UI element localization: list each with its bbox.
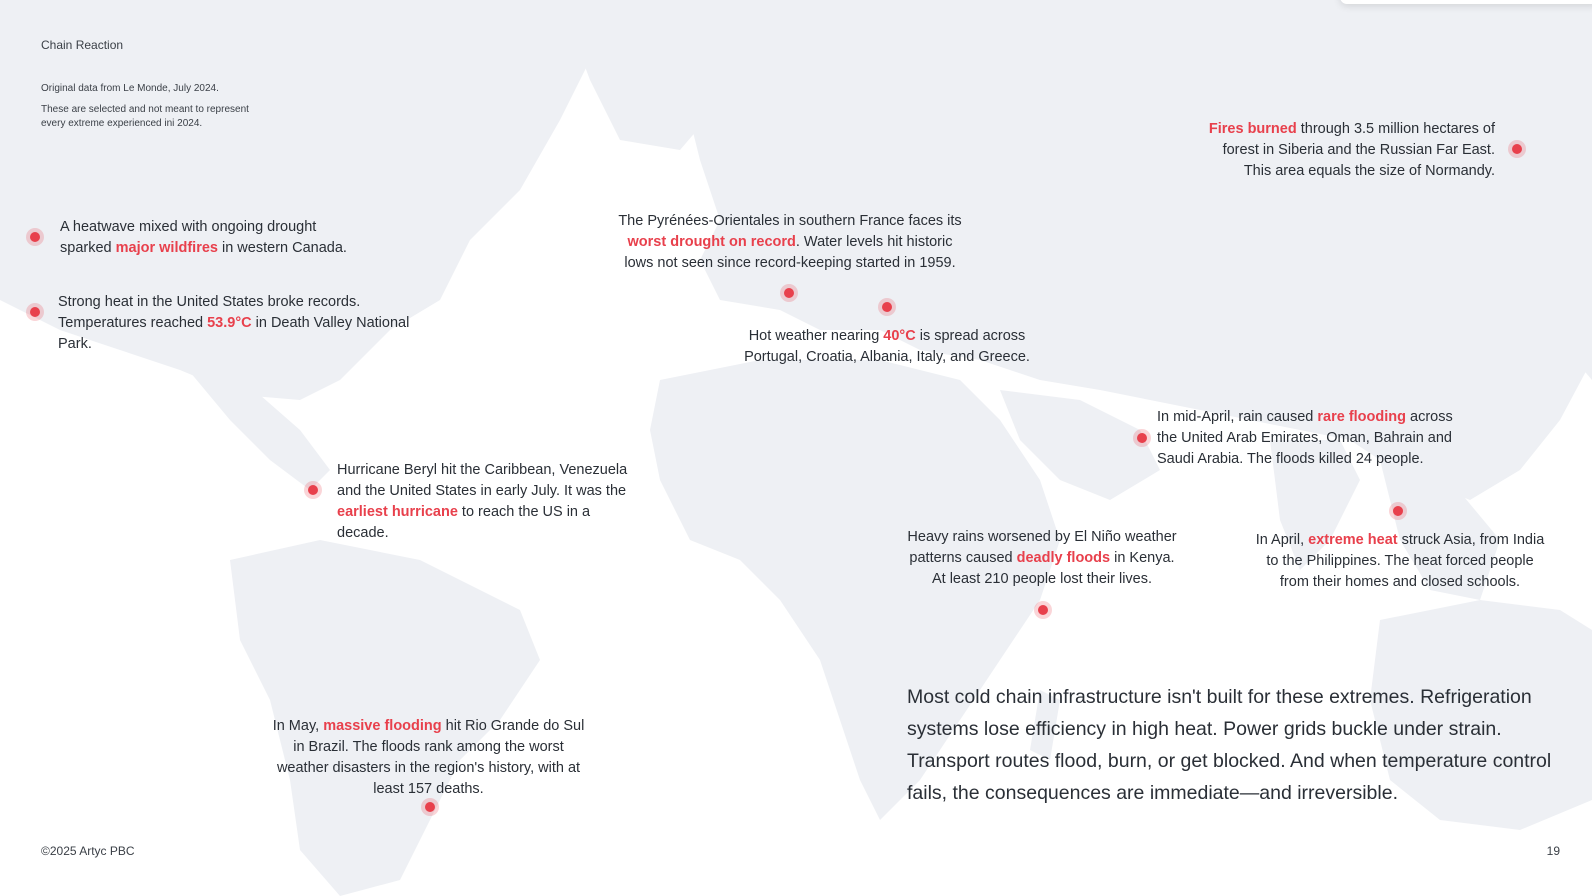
annotation-asia <box>1255 530 1545 593</box>
event-marker-canada <box>30 232 40 242</box>
annotation-france-post: . Water levels hit historic lows not seen since record-keeping started in 1959. <box>624 234 956 271</box>
annotation-asia-post: struck Asia, from India to the Philippines. The heat forced people from their homes and closed schools. <box>1266 532 1545 590</box>
annotation-kenya <box>907 527 1177 590</box>
event-marker-france <box>784 288 794 298</box>
annotation-beryl-post: to reach the US in a decade. <box>337 504 591 541</box>
annotation-france <box>615 211 965 274</box>
annotation-southern-europe <box>742 326 1032 368</box>
page-number: 19 <box>1546 844 1560 858</box>
annotation-asia-highlight: extreme heat <box>1308 532 1398 548</box>
event-marker-siberia <box>1512 144 1522 154</box>
event-marker-asia <box>1393 506 1403 516</box>
annotation-brazil-post: hit Rio Grande do Sul in Brazil. The floods rank among the worst weather disasters in the region's history, with at least 157 deaths. <box>276 718 585 797</box>
annotation-europe-post: is spread across Portugal, Croatia, Albania, Italy, and Greece. <box>744 328 1030 365</box>
event-marker-gulf <box>1137 433 1147 443</box>
annotation-gulf <box>1157 407 1457 470</box>
cold-chain-statement: Most cold chain infrastructure isn't built for these extremes. Refrigeration systems lose efficiency in high heat. Power grids buckle under strain. Transport routes flood, burn, or get blocked. And when temperature control fails, the consequences are immediate—and irreversible. <box>907 686 1552 804</box>
annotation-gulf-highlight: rare flooding <box>1317 409 1406 425</box>
annotation-canada <box>60 217 350 259</box>
event-marker-kenya <box>1038 605 1048 615</box>
annotation-siberia-post: through 3.5 million hectares of forest in Siberia and the Russian Far East. This area equals the size of Normandy. <box>1222 121 1495 179</box>
annotation-brazil-pre: In May, <box>272 718 324 734</box>
page-title: Chain Reaction <box>41 38 124 52</box>
annotation-europe-highlight: 40°C <box>883 328 916 344</box>
annotation-usa-highlight: 53.9°C <box>207 315 252 331</box>
event-marker-beryl <box>308 485 318 495</box>
annotation-siberia <box>1195 119 1495 182</box>
annotation-siberia-highlight: Fires burned <box>1208 121 1297 137</box>
footer-copyright: ©2025 Artyc PBC <box>41 844 135 858</box>
annotation-canada-highlight: major wildfires <box>115 240 218 256</box>
annotation-beryl <box>337 460 637 544</box>
annotation-europe-pre: Hot weather nearing <box>748 328 884 344</box>
annotation-canada-pre: A heatwave mixed with ongoing drought sparked <box>60 219 317 256</box>
annotation-kenya-post: in Kenya. At least 210 people lost their lives. <box>931 550 1175 587</box>
top-edge-panel <box>1340 0 1592 4</box>
annotation-brazil-highlight: massive flooding <box>323 718 442 734</box>
annotation-kenya-pre: Heavy rains worsened by El Niño weather patterns caused <box>907 529 1177 566</box>
event-marker-southern-europe <box>882 302 892 312</box>
annotation-beryl-highlight: earliest hurricane <box>337 504 458 520</box>
annotation-france-pre: The Pyrénées-Orientales in southern France faces its <box>618 213 962 229</box>
annotation-usa-post: in Death Valley National Park. <box>58 315 410 352</box>
annotation-asia-pre: In April, <box>1255 532 1309 548</box>
annotation-usa <box>58 292 443 355</box>
disclaimer-note: These are selected and not meant to represent every extreme experienced ini 2024. <box>41 104 249 129</box>
annotation-gulf-pre: In mid-April, rain caused <box>1157 409 1318 425</box>
annotation-usa-pre: Strong heat in the United States broke records. Temperatures reached <box>58 294 361 331</box>
annotation-gulf-post: across the United Arab Emirates, Oman, Bahrain and Saudi Arabia. The floods killed 24 people. <box>1157 409 1453 467</box>
annotation-brazil <box>271 716 586 800</box>
event-marker-brazil <box>425 802 435 812</box>
annotation-kenya-highlight: deadly floods <box>1016 550 1111 566</box>
annotation-france-highlight: worst drought on record <box>627 234 796 250</box>
annotation-beryl-pre: Hurricane Beryl hit the Caribbean, Venezuela and the United States in early July. It was the <box>337 462 628 499</box>
source-note: Original data from Le Monde, July 2024. <box>41 83 219 94</box>
event-marker-usa <box>30 307 40 317</box>
annotation-canada-post: in western Canada. <box>217 240 347 256</box>
